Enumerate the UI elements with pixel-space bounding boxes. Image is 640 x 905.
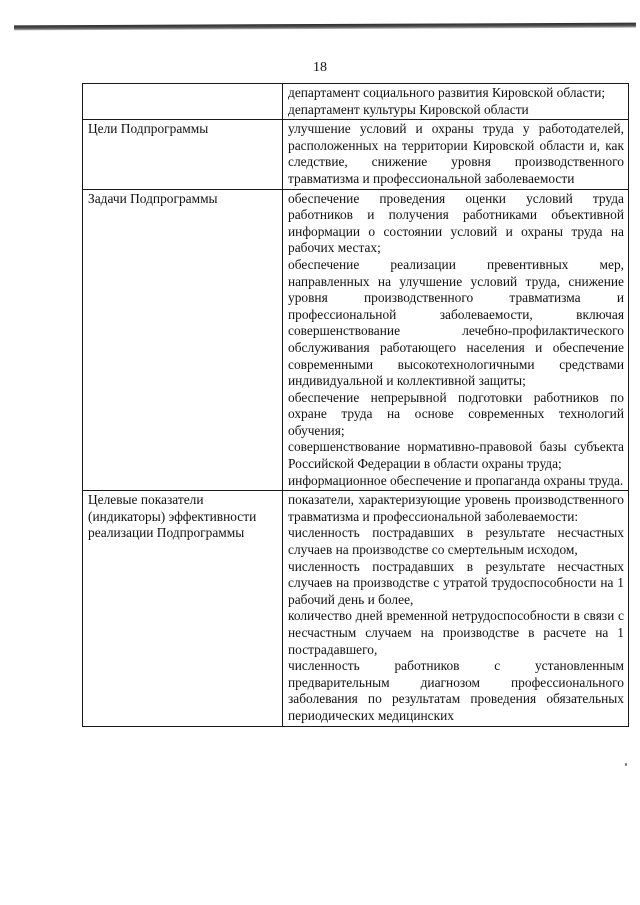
table-row <box>83 491 629 726</box>
content-paragraph: количество дней временной нетрудоспособности в связи с несчастным случаем на производстве в расчете на 1 пострадавшего, <box>288 608 624 657</box>
content-paragraph: обеспечение реализации превентивных мер, направленных на улучшение условий труда, снижение уровня производственного травматизма и профессиональной заболеваемости, включая совершенствование лечебно-профилактического обслуживания работающего населения и обеспечение современными высокотехнологичными средствами индивидуальной и коллективной защиты; <box>288 256 624 389</box>
page-number: 18 <box>313 60 327 75</box>
scan-speck <box>625 763 627 766</box>
row-label-cell: Целевые показатели (индикаторы) эффективности реализации Подпрограммы <box>83 491 283 726</box>
passport-table <box>82 83 629 727</box>
content-paragraph: улучшение условий и охраны труда у работодателей, расположенных на территории Кировской области и, как следствие, снижение уровня производственного травматизма и профессиональной заболеваемости <box>288 121 624 186</box>
content-paragraph: информационное обеспечение и пропаганда охраны труда. <box>288 472 624 488</box>
scan-top-edge <box>14 23 636 31</box>
row-content-cell <box>283 84 629 120</box>
table-row <box>83 84 629 120</box>
content-paragraph: численность пострадавших в результате несчастных случаев на производстве со смертельным исходом, <box>288 525 624 558</box>
table-row <box>83 120 629 189</box>
content-paragraph: численность работников с установленным предварительным диагнозом профессионального заболевания по результатам проведения обязательных периодических медицинских <box>288 658 624 723</box>
row-content-cell <box>283 491 629 726</box>
row-label-cell: Цели Подпрограммы <box>83 120 283 189</box>
row-content-cell <box>283 189 629 491</box>
content-paragraph: совершенствование нормативно-правовой базы субъекта Российской Федерации в области охраны труда; <box>288 439 624 472</box>
content-paragraph: департамент социального развития Кировской области; <box>288 85 606 100</box>
content-paragraph: показатели, характеризующие уровень производственного травматизма и профессиональной заболеваемости: <box>288 492 624 524</box>
table-row <box>83 189 629 491</box>
row-label-cell: Задачи Подпрограммы <box>83 189 283 491</box>
row-label-cell <box>83 84 283 120</box>
content-paragraph: обеспечение проведения оценки условий труда работников и получения работниками объективной информации о состоянии условий и охраны труда на рабочих местах; <box>288 190 624 256</box>
content-paragraph: департамент культуры Кировской области <box>288 101 529 117</box>
content-paragraph: численность пострадавших в результате несчастных случаев на производстве с утратой трудоспособности на 1 рабочий день и более, <box>288 558 624 607</box>
content-paragraph: обеспечение непрерывной подготовки работников по охране труда на основе современных технологий обучения; <box>288 389 624 438</box>
row-content-cell <box>283 120 629 189</box>
